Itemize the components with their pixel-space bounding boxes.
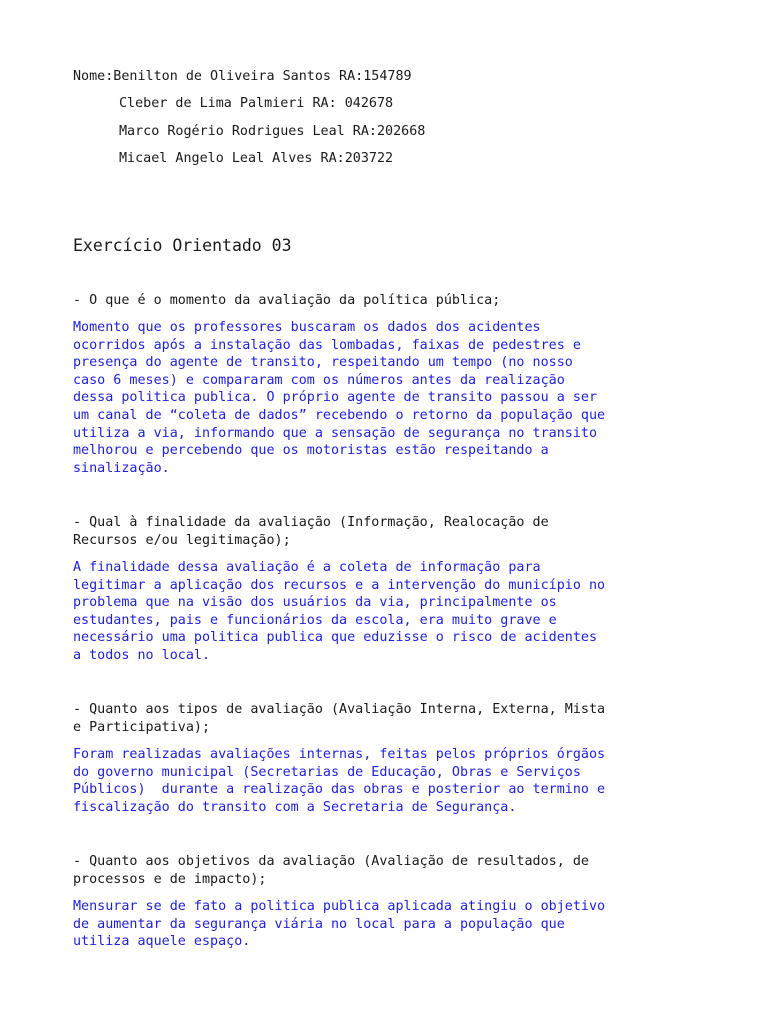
- answer-line: problema que na visão dos usuários da via, principalmente os: [73, 595, 557, 611]
- answer-line: do governo municipal (Secretarias de Educação, Obras e Serviços: [73, 764, 581, 780]
- answer-line: a todos no local.: [73, 647, 211, 663]
- question-line: processos e de impacto);: [73, 872, 267, 887]
- answer-line: dessa politica publica. O próprio agente de transito passou a ser: [73, 390, 598, 406]
- author-line: Cleber de Lima Palmieri RA: 042678: [119, 96, 394, 111]
- answer-line: de aumentar da segurança viária no local para a população que: [73, 916, 565, 932]
- question-2: [73, 514, 723, 550]
- question-line: - Qual à finalidade da avaliação (Informação, Realocação de: [73, 515, 549, 530]
- answer-2: [73, 559, 723, 665]
- answer-line: um canal de “coleta de dados” recebendo o retorno da população que: [73, 407, 606, 423]
- question-3: [73, 701, 723, 737]
- question-line: Recursos e/ou legitimação);: [73, 533, 291, 548]
- answer-line: ocorridos após a instalação das lombadas, faixas de pedestres e: [73, 337, 581, 353]
- question-4: [73, 853, 723, 889]
- question-1: [73, 292, 723, 310]
- question-line: - Quanto aos tipos de avaliação (Avaliação Interna, Externa, Mista: [73, 702, 606, 717]
- author-line: Marco Rogério Rodrigues Leal RA:202668: [119, 124, 426, 139]
- answer-line: utiliza a via, informando que a sensação de segurança no transito: [73, 425, 598, 441]
- answer-line: A finalidade dessa avaliação é a coleta de informação para: [73, 560, 541, 575]
- answer-line: caso 6 meses) e compararam com os números antes da realização: [73, 372, 565, 388]
- answer-line: Foram realizadas avaliações internas, feitas pelos próprios órgãos: [73, 747, 606, 762]
- answer-line: Momento que os professores buscaram os dados dos acidentes: [73, 320, 541, 335]
- answer-3: [73, 746, 723, 816]
- author-line: Micael Angelo Leal Alves RA:203722: [119, 151, 394, 166]
- author-line: Nome:Benilton de Oliveira Santos RA:154789: [73, 69, 412, 84]
- answer-line: Mensurar se de fato a politica publica aplicada atingiu o objetivo: [73, 899, 606, 914]
- question-line: - O que é o momento da avaliação da política pública;: [73, 293, 501, 308]
- question-line: - Quanto aos objetivos da avaliação (Avaliação de resultados, de: [73, 854, 589, 869]
- answer-line: Públicos) durante a realização das obras e posterior ao termino e: [73, 782, 606, 798]
- answer-line: sinalização.: [73, 460, 170, 476]
- answer-line: necessário uma politica publica que eduzisse o risco de acidentes: [73, 630, 598, 646]
- document-title: Exercício Orientado 03: [73, 236, 292, 255]
- question-line: e Participativa);: [73, 720, 211, 735]
- answer-1: [73, 319, 723, 477]
- answer-4: [73, 898, 723, 951]
- answer-line: presença do agente de transito, respeitando um tempo (no nosso: [73, 355, 573, 371]
- answer-line: melhorou e percebendo que os motoristas estão respeitando a: [73, 443, 549, 459]
- answer-line: legitimar a aplicação dos recursos e a intervenção do município no: [73, 577, 606, 593]
- answer-line: utiliza aquele espaço.: [73, 934, 251, 950]
- answer-line: fiscalização do transito com a Secretaria de Segurança.: [73, 799, 517, 815]
- answer-line: estudantes, pais e funcionários da escola, era muito grave e: [73, 612, 557, 628]
